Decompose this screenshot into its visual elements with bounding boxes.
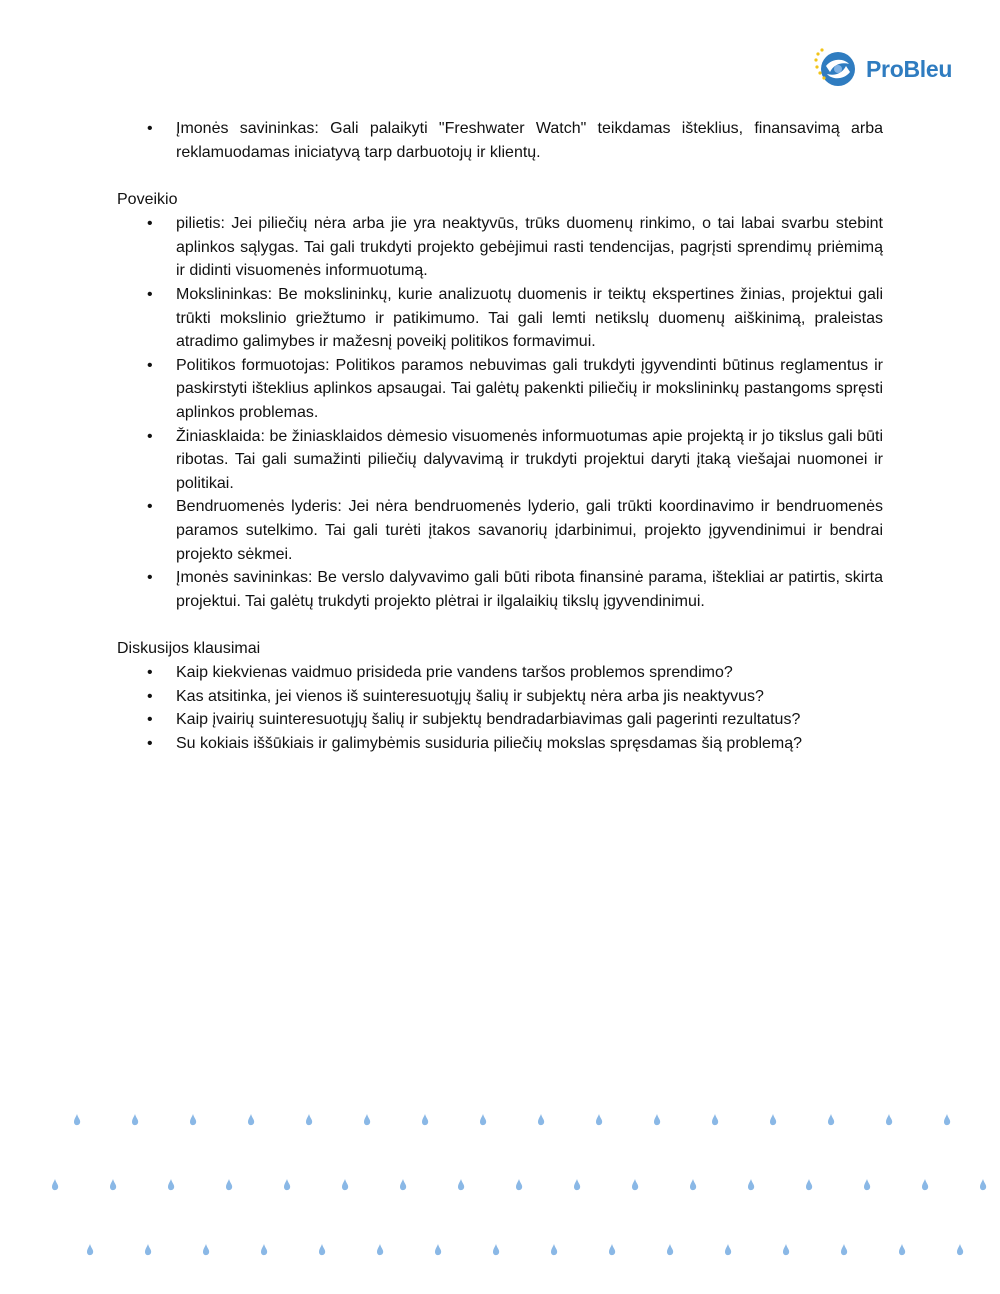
water-drop-icon <box>190 1114 196 1125</box>
list-item: • pilietis: Jei piliečių nėra arba jie yra neaktyvūs, trūks duomenų rinkimo, o tai labai svarbu stebint aplinkos sąlygas. Tai gali trukdyti projekto gebėjimui rasti tendencijas, pagrįsti sprendimų priėmimą ir didinti visuomenės informuotumą. <box>117 212 883 283</box>
water-drop-icon <box>145 1244 151 1255</box>
water-drop-icon <box>203 1244 209 1255</box>
water-drop-icon <box>899 1244 905 1255</box>
water-drop-icon <box>574 1179 580 1190</box>
water-drop-icon <box>806 1179 812 1190</box>
bullet: • <box>147 687 153 705</box>
water-drop-icon <box>667 1244 673 1255</box>
water-drop-icon <box>944 1114 950 1125</box>
water-drop-icon <box>609 1244 615 1255</box>
bullet: • <box>147 664 153 682</box>
water-drop-icon <box>886 1114 892 1125</box>
water-drop-icon <box>168 1179 174 1190</box>
water-drop-icon <box>516 1179 522 1190</box>
water-drop-icon <box>52 1179 58 1190</box>
water-drop-icon <box>493 1244 499 1255</box>
water-drop-icon <box>841 1244 847 1255</box>
water-drop-icon <box>342 1179 348 1190</box>
water-drop-icon <box>551 1244 557 1255</box>
document-body <box>117 117 883 756</box>
water-drop-icon <box>770 1114 776 1125</box>
logo-text: ProBleu <box>866 55 953 82</box>
list-item: • Kaip įvairių suinteresuotųjų šalių ir subjektų bendradarbiavimas gali pagerinti rezultatus? <box>117 708 883 732</box>
water-drop-icon <box>654 1114 660 1125</box>
water-drop-icon <box>110 1179 116 1190</box>
water-drop-icon <box>261 1244 267 1255</box>
bullet: • <box>147 569 153 587</box>
bullet: • <box>147 120 153 137</box>
water-drop-icon <box>248 1114 254 1125</box>
list-item: • Mokslininkas: Be mokslininkų, kurie analizuotų duomenis ir teiktų ekspertines žinias, projektui gali trūkti mokslinio griežtumo ir patikimumo. Tai gali lemti netikslų duomenų aiškinimą, praleistas atradimo galimybes ir mažesnį poveikį politikos formavimui. <box>117 283 883 354</box>
water-drop-icon <box>319 1244 325 1255</box>
probleu-logo <box>812 44 972 94</box>
bullet: • <box>147 735 153 753</box>
water-drop-icon <box>538 1114 544 1125</box>
water-drop-icon <box>284 1179 290 1190</box>
water-drop-icon <box>922 1179 928 1190</box>
bullet: • <box>147 427 153 445</box>
bullet: • <box>147 215 153 233</box>
water-drop-icon <box>87 1244 93 1255</box>
list-item: • Bendruomenės lyderis: Jei nėra bendruomenės lyderio, gali trūkti koordinavimo ir bendruomenės paramos sutelkimo. Tai gali turėti įtakos savanorių įdarbinimui, projekto įgyvendinimui ir bendrai projekto sėkmei. <box>117 495 883 566</box>
impact-list <box>117 212 883 613</box>
list-item: • Politikos formuotojas: Politikos paramos nebuvimas gali trukdyti įgyvendinti būtinus reglamentus ir paskirstyti išteklius aplinkos apsaugai. Tai galėtų pakenkti piliečių ir mokslininkų pastangoms spręsti aplinkos problemas. <box>117 354 883 425</box>
intro-list <box>117 117 883 164</box>
water-drop-icon <box>480 1114 486 1125</box>
discussion-list <box>117 661 883 755</box>
impact-heading: Poveikio <box>117 191 178 209</box>
bullet: • <box>147 498 153 516</box>
discussion-heading: Diskusijos klausimai <box>117 640 261 658</box>
probleu-logo-icon <box>812 44 862 94</box>
water-drop-icon <box>422 1114 428 1125</box>
list-item: • Kaip kiekvienas vaidmuo prisideda prie vandens taršos problemos sprendimo? <box>117 661 883 685</box>
water-drop-icon <box>377 1244 383 1255</box>
water-drop-icon <box>783 1244 789 1255</box>
water-drop-icon <box>828 1114 834 1125</box>
water-drop-icon <box>132 1114 138 1125</box>
water-drop-icon <box>725 1244 731 1255</box>
water-drop-icon <box>980 1179 986 1190</box>
bullet: • <box>147 285 153 303</box>
water-drop-icon <box>400 1179 406 1190</box>
list-item: • Įmonės savininkas: Be verslo dalyvavimo gali būti ribota finansinė parama, ištekliai ar patirtis, skirta projektui. Tai galėtų trukdyti projekto plėtrai ir ilgalaikių tikslų įgyvendinimui. <box>117 566 883 613</box>
list-item: • Kas atsitinka, jei vienos iš suinteresuotųjų šalių ir subjektų nėra arba jis neaktyvus? <box>117 685 883 709</box>
water-drop-icon <box>74 1114 80 1125</box>
water-drop-icon <box>364 1114 370 1125</box>
water-drop-icon <box>226 1179 232 1190</box>
decorative-drops <box>0 1100 1000 1280</box>
water-drop-icon <box>957 1244 963 1255</box>
bullet: • <box>147 356 153 374</box>
water-drop-icon <box>712 1114 718 1125</box>
list-item: • Su kokiais iššūkiais ir galimybėmis susiduria piliečių mokslas spręsdamas šią problemą? <box>117 732 883 756</box>
water-drop-icon <box>864 1179 870 1190</box>
water-drop-icon <box>690 1179 696 1190</box>
water-drop-icon <box>458 1179 464 1190</box>
water-drop-icon <box>632 1179 638 1190</box>
water-drop-icon <box>596 1114 602 1125</box>
water-drop-icon <box>748 1179 754 1190</box>
water-drop-icon <box>435 1244 441 1255</box>
list-item: • Žiniasklaida: be žiniasklaidos dėmesio visuomenės informuotumas apie projektą ir jo tikslus gali būti ribotas. Tai gali sumažinti piliečių dalyvavimą ir trukdyti projektui daryti įtaką viešajai nuomonei ir politikai. <box>117 425 883 496</box>
water-drop-icon <box>306 1114 312 1125</box>
bullet: • <box>147 711 153 729</box>
list-item: • Įmonės savininkas: Gali palaikyti "Freshwater Watch" teikdamas išteklius, finansavimą arba reklamuodamas iniciatyvą tarp darbuotojų ir klientų. <box>117 117 883 164</box>
